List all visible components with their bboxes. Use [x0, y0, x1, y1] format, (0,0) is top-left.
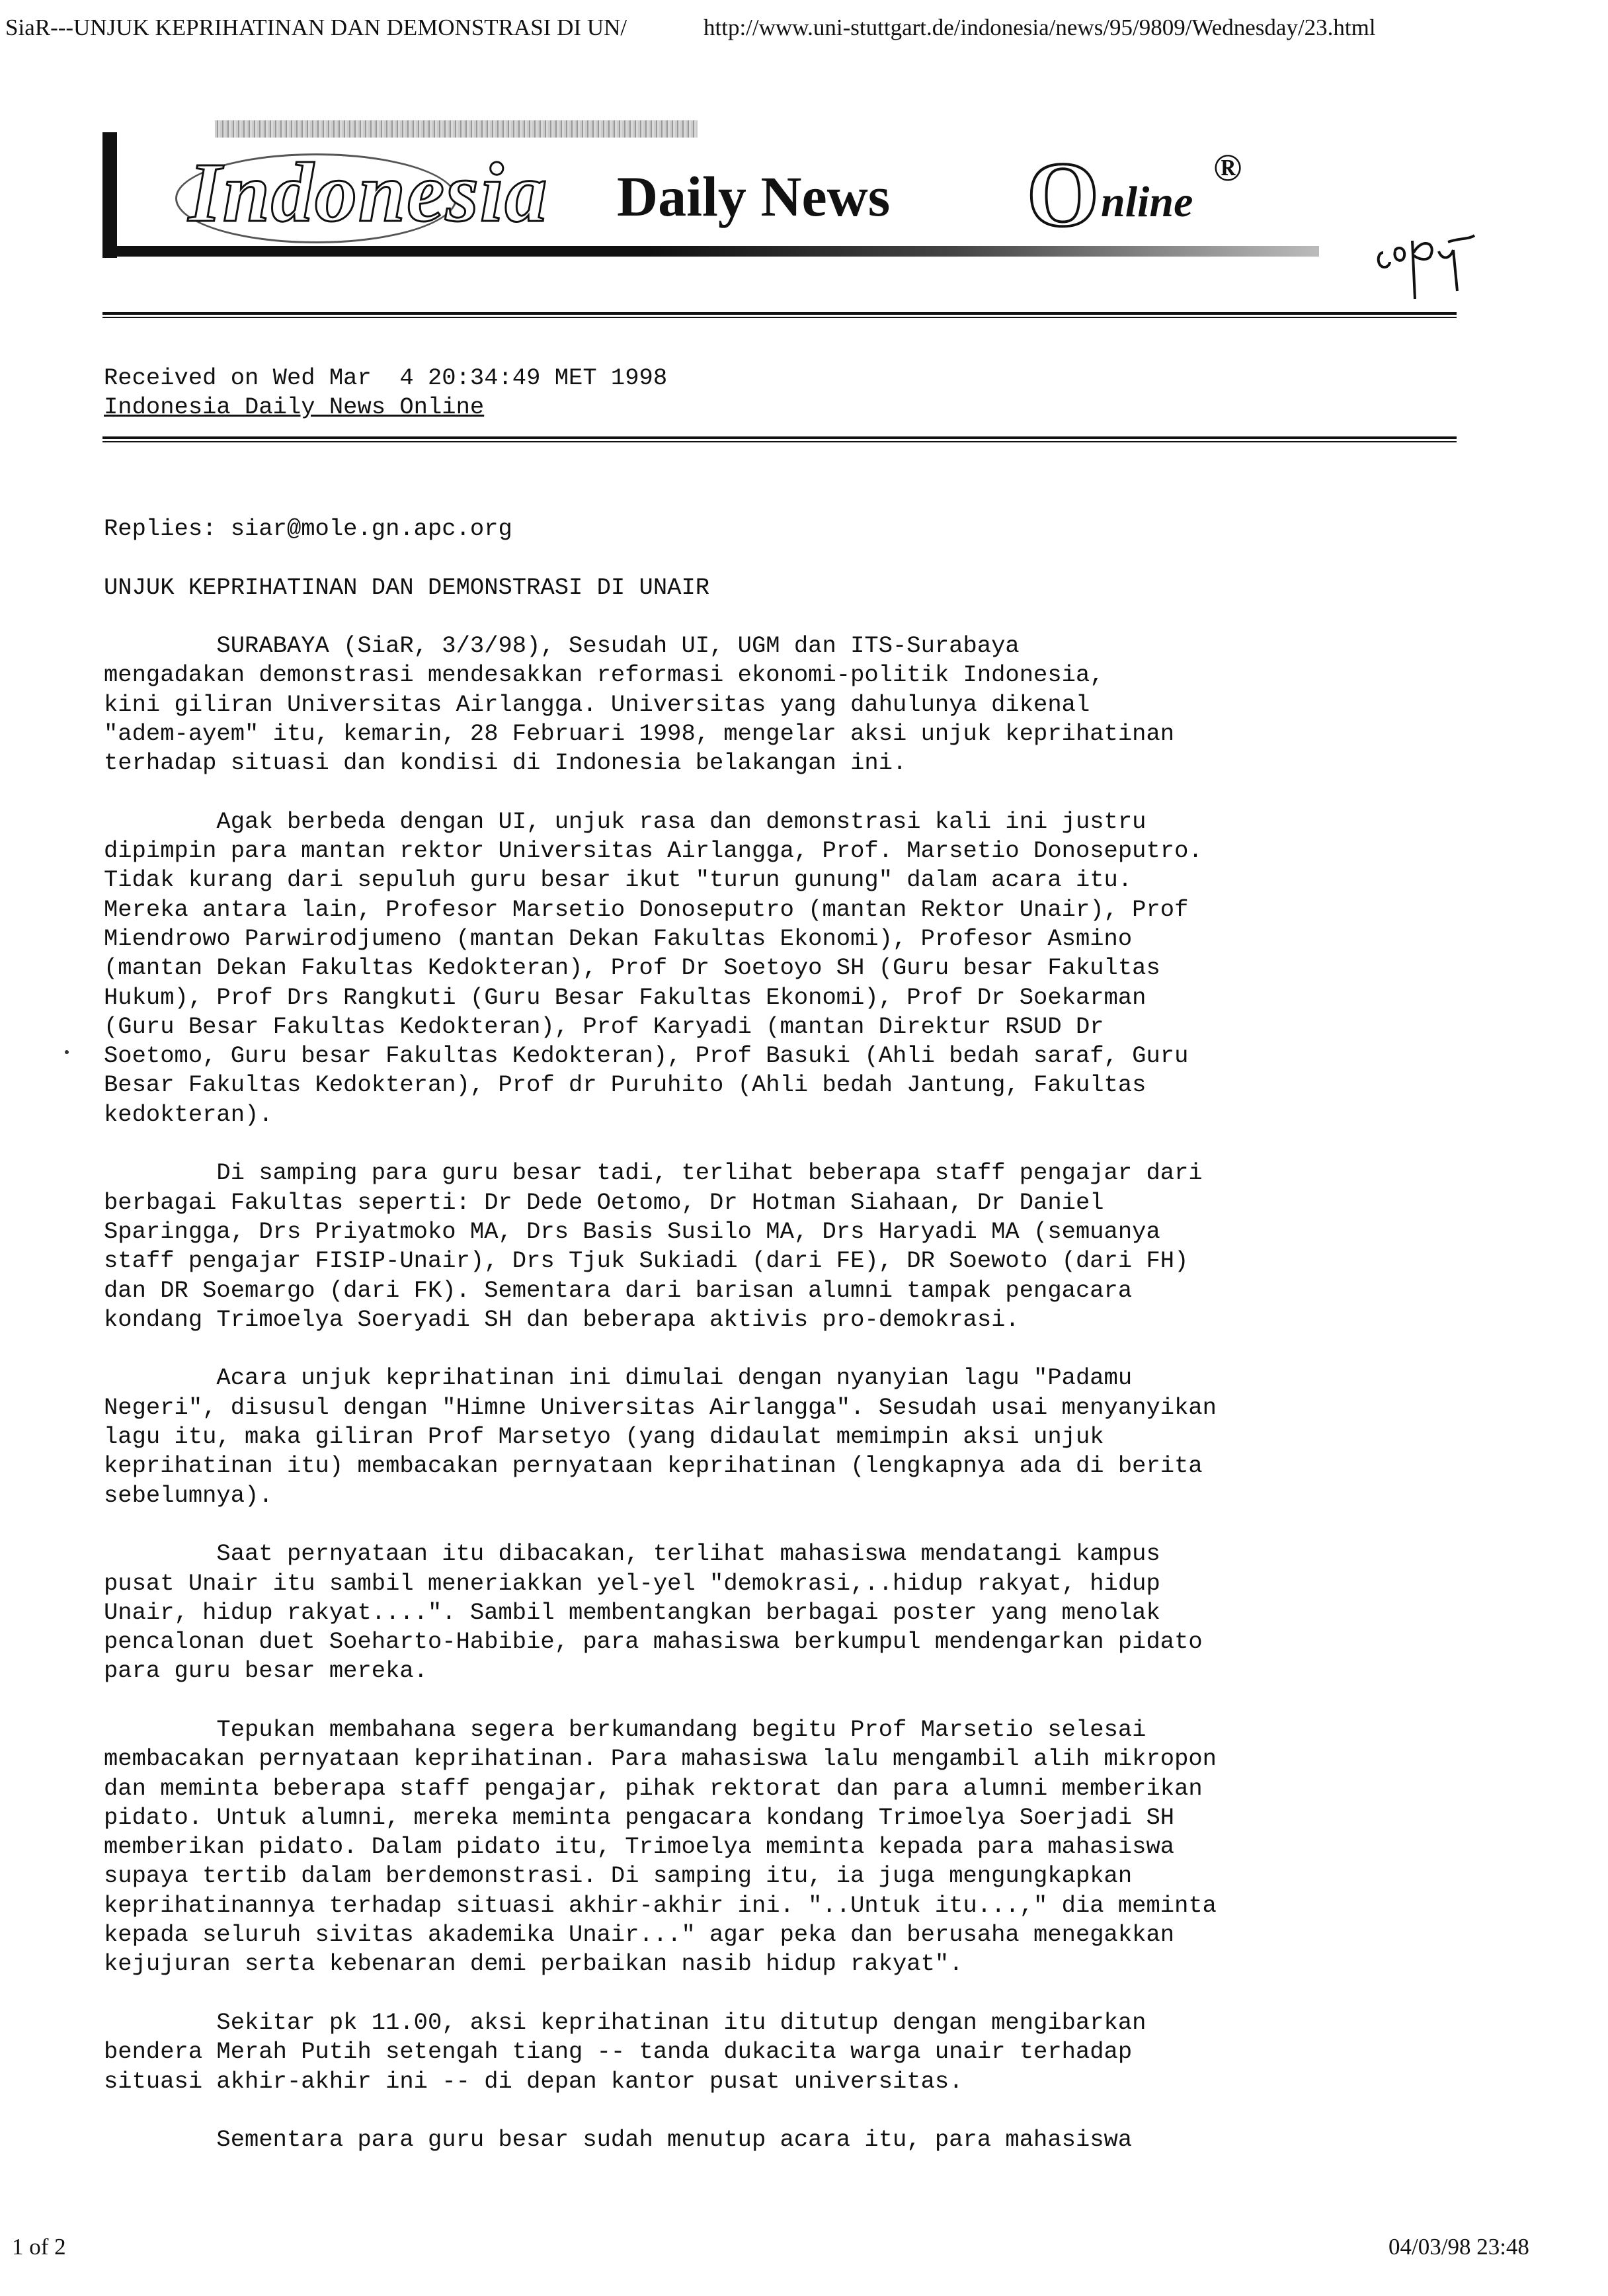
masthead-underline: [102, 246, 1319, 257]
second-rule: [102, 436, 1457, 442]
top-rule: [102, 312, 1457, 318]
print-datetime: 04/03/98 23:48: [1388, 2234, 1529, 2260]
article-paragraph: Agak berbeda dengan UI, unjuk rasa dan demonstrasi kali ini justru dipimpin para mantan rektor Universitas Airlangga, Prof. Marsetio Donoseputro. Tidak kurang dari sepuluh guru besar ikut "turun gunung" dalam acara itu. Mereka antara lain, Profesor Marsetio Donoseputro (mantan Rektor Unair), Prof Miendrowo Parwirodjumeno (mantan Dekan Fakultas Ekonomi), Profesor Asmino (mantan Dekan Fakultas Kedokteran), Prof Dr Soetoyo SH (Guru besar Fakultas Hukum), Prof Drs Rangkuti (Guru Besar Fakultas Ekonomi), Prof Dr Soekarman (Guru Besar Fakultas Kedokteran), Prof Karyadi (mantan Direktur RSUD Dr Soetomo, Guru besar Fakultas Kedokteran), Prof Basuki (Ahli bedah saraf, Guru Besar Fakultas Kedokteran), Prof dr Puruhito (Ahli bedah Jantung, Fakultas kedokteran).: [104, 807, 1203, 1128]
article-paragraph: Acara unjuk keprihatinan ini dimulai dengan nyanyian lagu "Padamu Negeri", disusul dengan "Himne Universitas Airlangga". Sesudah usai menyanyikan lagu itu, maka giliran Prof Marsetyo (yang didaulat memimpin aksi unjuk keprihatinan itu) membacakan pernyataan keprihatinan (lengkapnya ada di berita sebelumnya).: [104, 1364, 1217, 1509]
masthead-texture: [215, 120, 698, 138]
article-paragraph: Sementara para guru besar sudah menutup acara itu, para mahasiswa: [104, 2126, 1133, 2154]
replies-line: Replies: siar@mole.gn.apc.org: [104, 515, 512, 542]
page-count: 1 of 2: [12, 2234, 66, 2260]
article-headline: UNJUK KEPRIHATINAN DAN DEMONSTRASI DI UNAIR: [104, 574, 710, 601]
masthead-online-rest: nline: [1101, 178, 1193, 226]
article-paragraph: Tepukan membahana segera berkumandang begitu Prof Marsetio selesai membacakan pernyataan keprihatinan. Para mahasiswa lalu mengambil alih mikropon dan meminta beberapa staff pengajar, pihak rektorat dan para alumni memberikan pidato. Untuk alumni, mereka meminta pengacara kondang Trimoelya Soerjadi SH memberikan pidato. Dalam pidato itu, Trimoelya meminta kepada para mahasiswa supaya tertib dalam berdemonstrasi. Di samping itu, ia juga mengungkapkan keprihatinannya terhadap situasi akhir-akhir ini. "..Untuk itu...," dia meminta kepada seluruh sivitas akademika Unair..." agar peka dan berusaha menegakkan kejujuran serta kebenaran demi perbaikan nasib hidup rakyat".: [104, 1715, 1217, 1978]
handwritten-copy-note-icon: [1375, 233, 1481, 306]
article-paragraph: Di samping para guru besar tadi, terlihat beberapa staff pengajar dari berbagai Fakultas seperti: Dr Dede Oetomo, Dr Hotman Siahaan, Dr Daniel Sparingga, Drs Priyatmoko MA, Drs Basis Susilo MA, Drs Haryadi MA (semuanya staff pengajar FISIP-Unair), Drs Tjuk Sukiadi (dari FE), DR Soewoto (dari FH) dan DR Soemargo (dari FK). Sementara dari barisan alumni tampak pengacara kondang Trimoelya Soeryadi SH dan beberapa aktivis pro-demokrasi.: [104, 1159, 1203, 1333]
masthead-daily-news: Daily News: [617, 165, 891, 228]
masthead-logo: [102, 119, 1306, 271]
scan-speck: [65, 1050, 69, 1054]
article-body: [104, 632, 1217, 2184]
article-paragraph: Sekitar pk 11.00, aksi keprihatinan itu ditutup dengan mengibarkan bendera Merah Putih setengah tiang -- tanda dukacita warga unair terhadap situasi akhir-akhir ini -- di depan kantor pusat universitas.: [104, 2008, 1146, 2095]
masthead-left-bar: [102, 132, 117, 258]
received-line: Received on Wed Mar 4 20:34:49 MET 1998: [104, 364, 668, 391]
article-paragraph: SURABAYA (SiaR, 3/3/98), Sesudah UI, UGM dan ITS-Surabaya mengadakan demonstrasi mendesakkan reformasi ekonomi-politik Indonesia, kini giliran Universitas Airlangga. Universitas yang dahulunya dikenal "adem-ayem" itu, kemarin, 28 Februari 1998, mengelar aksi unjuk keprihatinan terhadap situasi dan kondisi di Indonesia belakangan ini.: [104, 632, 1175, 777]
masthead-indonesia-wordmark: Indonesia: [188, 145, 549, 239]
masthead-online-o: O: [1027, 144, 1099, 246]
article-paragraph: Saat pernyataan itu dibacakan, terlihat mahasiswa mendatangi kampus pusat Unair itu sambil meneriakkan yel-yel "demokrasi,..hidup rakyat, hidup Unair, hidup rakyat....". Sambil membentangkan berbagai poster yang menolak pencalonan duet Soeharto-Habibie, para mahasiswa berkumpul mendengarkan pidato para guru besar mereka.: [104, 1540, 1203, 1685]
print-header-title: SiaR---UNJUK KEPRIHATINAN DAN DEMONSTRASI DI UN/: [5, 15, 627, 40]
registered-mark: ®: [1213, 146, 1242, 189]
source-link[interactable]: Indonesia Daily News Online: [104, 393, 485, 421]
print-header-url[interactable]: http://www.uni-stuttgart.de/indonesia/news/95/9809/Wednesday/23.html: [704, 15, 1376, 40]
